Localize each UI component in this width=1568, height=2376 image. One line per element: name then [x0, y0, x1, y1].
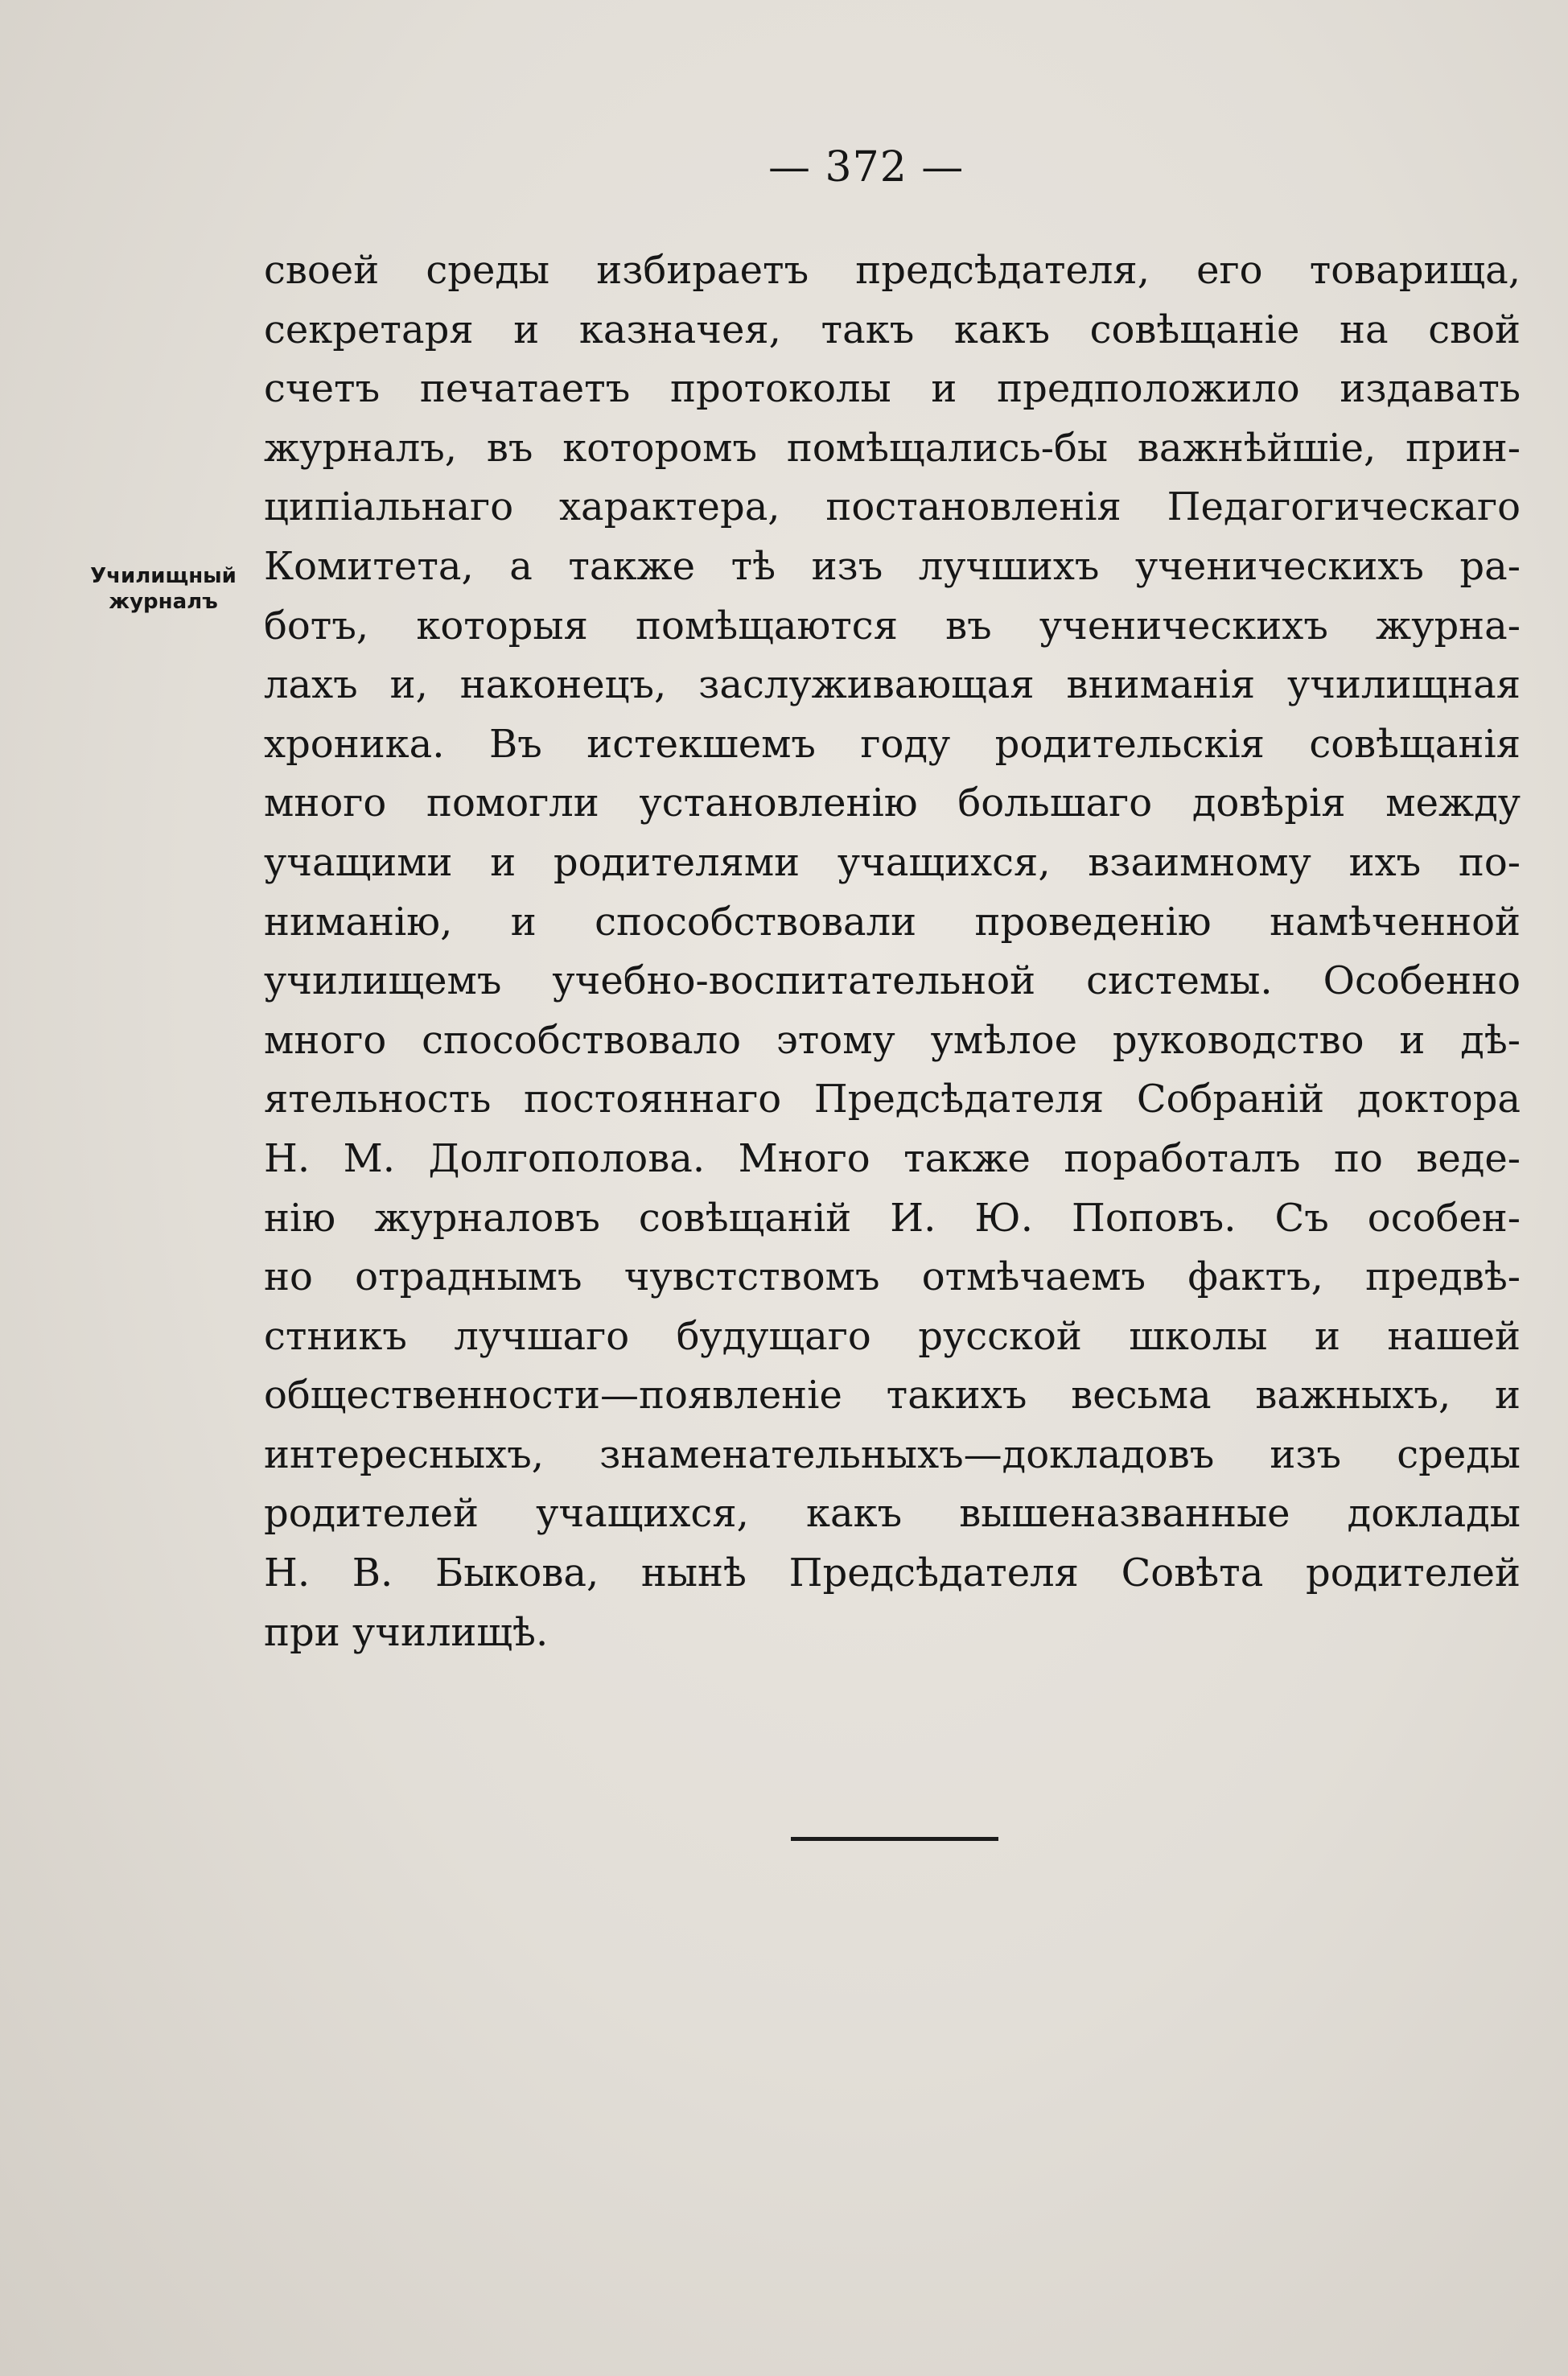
text-line: Комитета, а также тѣ изъ лучшихъ ученическихъ ра-	[264, 543, 1521, 589]
text-line: при училищѣ.	[264, 1609, 549, 1655]
text-line: родителей учащихся, какъ вышеназванные доклады	[264, 1491, 1521, 1537]
text-line: своей среды избираетъ предсѣдателя, его товарища,	[264, 248, 1521, 293]
text-line: стникъ лучшаго будущаго русской школы и нашей	[264, 1313, 1521, 1359]
section-end-rule	[791, 1837, 998, 1841]
text-line: счетъ печатаетъ протоколы и предположило издавать	[264, 366, 1521, 412]
text-line: ятельность постояннаго Предсѣдателя Собраній доктора	[264, 1077, 1521, 1122]
text-line: ципіальнаго характера, постановленія Педагогическаго	[264, 484, 1521, 530]
text-line: нію журналовъ совѣщаній И. Ю. Поповъ. Съ особен-	[264, 1195, 1521, 1241]
text-line: много помогли установленію большаго довѣрія между	[264, 780, 1521, 826]
text-line: секретаря и казначея, такъ какъ совѣщаніе на свой	[264, 307, 1521, 352]
text-line: училищемъ учебно-воспитательной системы. Особенно	[264, 958, 1521, 1004]
text-line: но отраднымъ чувстствомъ отмѣчаемъ фактъ, предвѣ-	[264, 1254, 1521, 1300]
text-line: ниманію, и способствовали проведенію намѣченной	[264, 899, 1521, 945]
margin-note	[79, 563, 248, 615]
text-line: учащими и родителями учащихся, взаимному ихъ по-	[264, 839, 1521, 885]
page-number: — 372 —	[768, 143, 965, 191]
margin-note-line: Училищный	[90, 564, 237, 588]
text-line: Н. М. Долгополова. Много также поработалъ по веде-	[264, 1135, 1521, 1181]
margin-note-line: журналъ	[109, 590, 218, 614]
text-line: ботъ, которыя помѣщаются въ ученическихъ журна-	[264, 603, 1521, 649]
body-text	[264, 241, 1521, 1662]
text-line: лахъ и, наконецъ, заслуживающая вниманія училищная	[264, 662, 1521, 708]
text-line: общественности—появленіе такихъ весьма важныхъ, и	[264, 1373, 1521, 1419]
text-line: журналъ, въ которомъ помѣщались-бы важнѣйшіе, прин-	[264, 425, 1521, 471]
text-line: Н. В. Быкова, нынѣ Предсѣдателя Совѣта родителей	[264, 1550, 1521, 1596]
text-line: много способствовало этому умѣлое руководство и дѣ-	[264, 1017, 1521, 1063]
text-line: интересныхъ, знаменательныхъ—докладовъ изъ среды	[264, 1431, 1521, 1477]
text-line: хроника. Въ истекшемъ году родительскія совѣщанія	[264, 721, 1521, 767]
